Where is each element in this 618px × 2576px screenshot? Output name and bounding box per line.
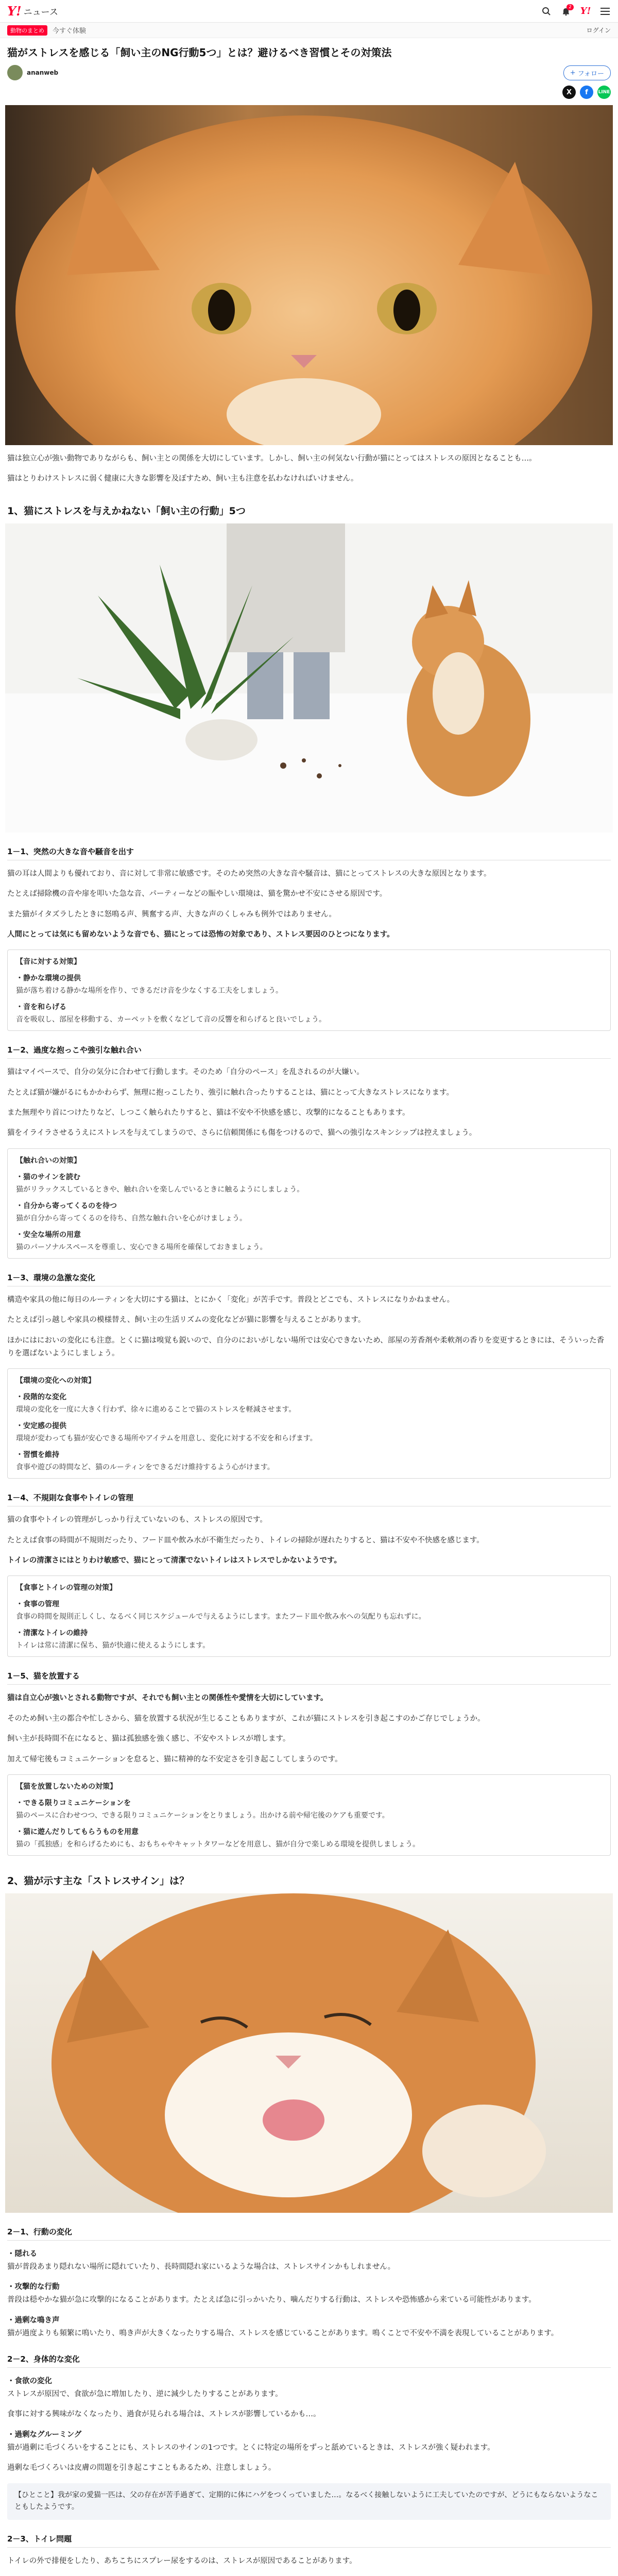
tip-text: 猫が自分から寄ってくるのを待ち、自然な触れ合いを心がけましょう。 <box>16 1214 247 1223</box>
tip-text: 猫のペースに合わせつつ、できる限りコミュニケーションをとりましょう。出かける前や帰宅後のケアも重要です。 <box>16 1811 389 1820</box>
logo-text: ニュース <box>23 7 58 18</box>
subsection-2-2-heading: 2－2、身体的な変化 <box>7 2353 611 2368</box>
tip-heading: ・清潔なトイレの維持 <box>16 1629 88 1638</box>
tip-heading: ・静かな環境の提供 <box>16 974 81 983</box>
tip-text: 猫の「孤独感」を和らげるためにも、おもちゃやキャットタワーなどを用意し、猫が自分で楽しめる環境を提供しましょう。 <box>16 1840 420 1849</box>
tip-heading: ・音を和らげる <box>16 1003 66 1012</box>
bell-icon[interactable] <box>560 6 572 17</box>
s14-paragraph-3: トイレの清潔さにはとりわけ敏感で、猫にとって清潔でないトイレはストレスでしかないようです。 <box>7 1556 341 1565</box>
tip-heading: ・安全な場所の用意 <box>16 1230 81 1239</box>
sign-text: 猫が過剰に毛づくろいをすることにも、ストレスのサインの1つです。とくに特定の場所をずっと舐めているときは、ストレスが強く疑われます。 <box>7 2443 495 2452</box>
sign-text: ストレスが原因で、食欲が急に増加したり、逆に減少したりすることがあります。 <box>7 2390 283 2398</box>
sign-text: 猫が普段あまり隠れない場所に隠れていたり、長時間隠れ家にいるような場合は、ストレスサインかもしれません。 <box>7 2262 396 2271</box>
yahoo-news-logo[interactable] <box>7 4 58 19</box>
sign-text: 猫が過度よりも頻繁に鳴いたり、鳴き声が大きくなったりする場合、ストレスを感じていることがあります。鳴くことで不安や不満を表現していることがあります。 <box>7 2329 559 2337</box>
share-buttons <box>0 86 618 99</box>
x-share-icon[interactable]: X <box>562 86 576 99</box>
tip-text: 猫がリラックスしているときや、触れ合いを楽しんでいるときに触るようにしましょう。 <box>16 1185 304 1194</box>
avatar[interactable] <box>7 65 23 80</box>
s12-paragraph-1: 猫はマイペースで、自分の気分に合わせて行動します。そのため「自分のペース」を乱されるのが大嫌い。 <box>7 1068 364 1077</box>
subsection-2-1-heading: 2－1、行動の変化 <box>7 2226 611 2241</box>
tips-box-neglect <box>7 1774 611 1856</box>
plus-icon: + <box>570 69 576 77</box>
tip-text: 食事や遊びの時間など、猫のルーティンをできるだけ維持するよう心がけます。 <box>16 1463 274 1472</box>
cat-knocking-plant-photo <box>5 523 613 833</box>
s13-paragraph-3: ほかにはにおいの変化にも注意。とくに猫は嗅覚も鋭いので、自分のにおいがしない場所では安心できないため、部屋の芳香剤や柔軟剤の香りを変更するときには、そういった香りを選ばないようにしましょう。 <box>7 1336 605 1358</box>
tip-heading: ・段階的な変化 <box>16 1393 66 1402</box>
tip-text: 猫が落ち着ける静かな場所を作り、できるだけ音を少なくする工夫をしましょう。 <box>16 987 283 995</box>
section-2-heading: 2、猫が示す主な「ストレスサイン」は？ <box>7 1875 189 1887</box>
subsection-1-4-heading: 1－4、不規則な食事やトイレの管理 <box>7 1492 611 1506</box>
s13-paragraph-2: たとえば引っ越しや家具の模様替え、飼い主の生活リズムの変化などが猫に影響を与えることがあります。 <box>7 1316 366 1325</box>
tips-box-title: 【音に対する対策】 <box>16 958 81 967</box>
author-name: ananweb <box>27 69 59 76</box>
s11-paragraph-2: たとえば掃除機の音や扉を叩いた急な音、パーティーなどの賑やしい環境は、猫を驚かせ不安にさせる原因です。 <box>7 890 387 899</box>
subsection-1-5-heading: 1－5、猫を放置する <box>7 1670 611 1685</box>
tip-heading: ・食事の管理 <box>16 1600 59 1609</box>
s23-paragraph-1: トイレの外で排便をしたり、あちこちにスプレー尿をするのは、ストレスが原因であることがあります。 <box>7 2557 357 2566</box>
category-bar <box>0 23 618 38</box>
tip-heading: ・安定感の提供 <box>16 1422 66 1431</box>
s15-paragraph-4: 加えて帰宅後もコミュニケーションを怠ると、猫に精神的な不安定さを引き起こしてしまうのです。 <box>7 1755 342 1764</box>
section-1-heading: 1、猫にストレスを与えかねない「飼い主の行動」5つ <box>7 505 246 517</box>
tips-box-title: 【食事とトイレの管理の対策】 <box>16 1584 117 1592</box>
top-bar <box>0 0 618 23</box>
cat-licking-photo <box>5 1893 613 2213</box>
tip-text: 食事の時間を規則正しくし、なるべく同じスケジュールで与えるようにします。またフード皿や飲み水への気配りも忘れずに。 <box>16 1613 426 1621</box>
tip-heading: ・自分から寄ってくるのを待つ <box>16 1201 117 1210</box>
follow-button[interactable] <box>563 65 611 80</box>
search-icon[interactable] <box>541 6 552 17</box>
category-link[interactable]: 今すぐ体験 <box>53 27 87 35</box>
follow-label: フォロー <box>577 70 604 78</box>
login-link[interactable]: ログイン <box>586 27 611 34</box>
subsection-1-2-heading: 1－2、過度な抱っこや強引な触れ合い <box>7 1044 611 1059</box>
tips-box-touch <box>7 1148 611 1259</box>
hero-cat-photo <box>5 105 613 445</box>
s15-paragraph-3: 飼い主が長時間不在になると、猫は孤独感を強く感じ、不安やストレスが増します。 <box>7 1735 290 1743</box>
tips-box-environment <box>7 1368 611 1479</box>
logo-mark: Y! <box>7 4 22 19</box>
s12-paragraph-3: また無理やり首につけたりなど、しつこく触られたりすると、猫は不安や不快感を感じ、攻撃的になることもあります。 <box>7 1109 410 1117</box>
sign-heading: ・隠れる <box>7 2249 37 2258</box>
sign-text: 過剰な毛づくろいは皮膚の問題を引き起こすこともあるため、注意しましょう。 <box>7 2464 276 2472</box>
s11-paragraph-1: 猫の耳は人間よりも優れており、音に対して非常に敏感です。そのため突然の大きな音や騒音は、猫にとってストレスの大きな原因となります。 <box>7 869 491 878</box>
article-header <box>0 38 618 86</box>
tips-box-food-toilet <box>7 1575 611 1657</box>
s12-paragraph-2: たとえば猫が嫌がるにもかかわらず、無理に抱っこしたり、強引に触れ合ったりすることは、猫にとって大きなストレスになります。 <box>7 1088 454 1097</box>
tip-heading: ・猫に遊んだりしてもらうものを用意 <box>16 1827 139 1836</box>
intro-paragraph-2: 猫はとりわけストレスに弱く健康に大きな影響を及ぼすため、飼い主も注意を払わなければいけません。 <box>7 474 358 483</box>
tip-text: トイレは常に清潔に保ち、猫が快適に使えるようにします。 <box>16 1641 210 1650</box>
s14-paragraph-1: 猫の食事やトイレの管理がしっかり行えていないのも、ストレスの原因です。 <box>7 1516 267 1524</box>
sign-heading: ・攻撃的な行動 <box>7 2283 60 2292</box>
tips-box-title: 【環境の変化への対策】 <box>16 1377 95 1385</box>
s11-paragraph-3: また猫がイタズラしたときに怒鳴る声、興奮する声、大きな声のくしゃみも例外ではありません。 <box>7 910 336 919</box>
tip-heading: ・猫のサインを読む <box>16 1173 81 1181</box>
tips-box-title: 【猫を放置しないための対策】 <box>16 1782 117 1791</box>
tip-text: 環境の変化を一度に大きく行わず、徐々に進めることで猫のストレスを軽減させます。 <box>16 1405 296 1414</box>
tip-heading: ・できる限りコミュニケーションを <box>16 1799 131 1807</box>
line-share-icon[interactable]: LINE <box>597 86 611 99</box>
s13-paragraph-1: 構造や家具の他に毎日のルーティンを大切にする猫は、とにかく「変化」が苦手です。普段とどこでも、ストレスになりかねません。 <box>7 1295 455 1304</box>
tips-box-title: 【触れ合いの対策】 <box>16 1156 81 1165</box>
profile-icon[interactable]: Y! <box>580 6 591 16</box>
subsection-1-1-heading: 1－1、突然の大きな音や騒音を出す <box>7 846 611 860</box>
sign-text: 食事に対する興味がなくなったり、過食が見られる場合は、ストレスが影響しているかも…。 <box>7 2410 321 2419</box>
sign-text: 普段は穏やかな猫が急に攻撃的になることがあります。たとえば急に引っかいたり、噛んだりする行動は、ストレスや恐怖感から来ている可能性があります。 <box>7 2296 536 2304</box>
sign-heading: ・過剰なグルーミング <box>7 2430 82 2439</box>
notification-count: 2 <box>566 4 574 10</box>
tip-text: 猫のパーソナルスペースを尊重し、安心できる場所を確保しておきましょう。 <box>16 1243 267 1251</box>
tips-box-sound <box>7 950 611 1031</box>
facebook-share-icon[interactable]: f <box>580 86 593 99</box>
s15-paragraph-1: 猫は自立心が強いとされる動物ですが、それでも飼い主との関係性や愛情を大切にしています。 <box>7 1694 328 1703</box>
author-block[interactable] <box>7 65 58 80</box>
s11-paragraph-4: 人間にとっては気にも留めないような音でも、猫にとっては恐怖の対象であり、ストレス要因のひとつになります。 <box>7 930 394 939</box>
s14-paragraph-2: たとえば食事の時間が不規則だったり、フード皿や飲み水が不衛生だったり、トイレの掃除が遅れたりすると、猫は不安や不快感を感じます。 <box>7 1536 484 1545</box>
category-chip[interactable]: 動物のまとめ <box>7 25 47 36</box>
article-title: 猫がストレスを感じる「飼い主のNG行動5つ」とは？避けるべき習慣とその対策法 <box>7 46 392 59</box>
sign-heading: ・食欲の変化 <box>7 2377 52 2385</box>
s12-paragraph-4: 猫をイライラさせるうえにストレスを与えてしまうので、さらに信頼関係にも傷をつけるので、猫への強引なスキンシップは控えましょう。 <box>7 1129 477 1138</box>
intro-paragraph-1: 猫は独立心が強い動物でありながらも、飼い主との関係を大切にしています。しかし、飼い主の何気ない行動が猫にとってはストレスの原因となることも…。 <box>7 454 537 463</box>
sign-heading: ・過剰な鳴き声 <box>7 2316 60 2325</box>
author-note: 【ひとこと】我が家の愛猫一匹は、父の存在が苦手過ぎて、定期的に体にハゲをつくっていました…。なるべく接触しないように工夫していたのですが、どうにもならないようなこともしたようです。 <box>7 2483 611 2520</box>
s15-paragraph-2: そのため飼い主の都合や忙しさから、猫を放置する状況が生じることもありますが、これが猫にストレスを引き起こすのかご存じでしょうか。 <box>7 1714 485 1723</box>
tip-text: 環境が変わっても猫が安心できる場所やアイテムを用意し、変化に対する不安を和らげます。 <box>16 1434 317 1443</box>
subsection-2-3-heading: 2－3、トイレ問題 <box>7 2533 611 2548</box>
tip-heading: ・習慣を維持 <box>16 1451 59 1460</box>
tip-text: 音を吸収し、部屋を移動する、カーペットを敷くなどして音の反響を和らげると良いでしょう。 <box>16 1015 326 1024</box>
menu-icon[interactable] <box>599 6 611 17</box>
subsection-1-3-heading: 1－3、環境の急激な変化 <box>7 1272 611 1286</box>
header-icons <box>541 6 611 17</box>
